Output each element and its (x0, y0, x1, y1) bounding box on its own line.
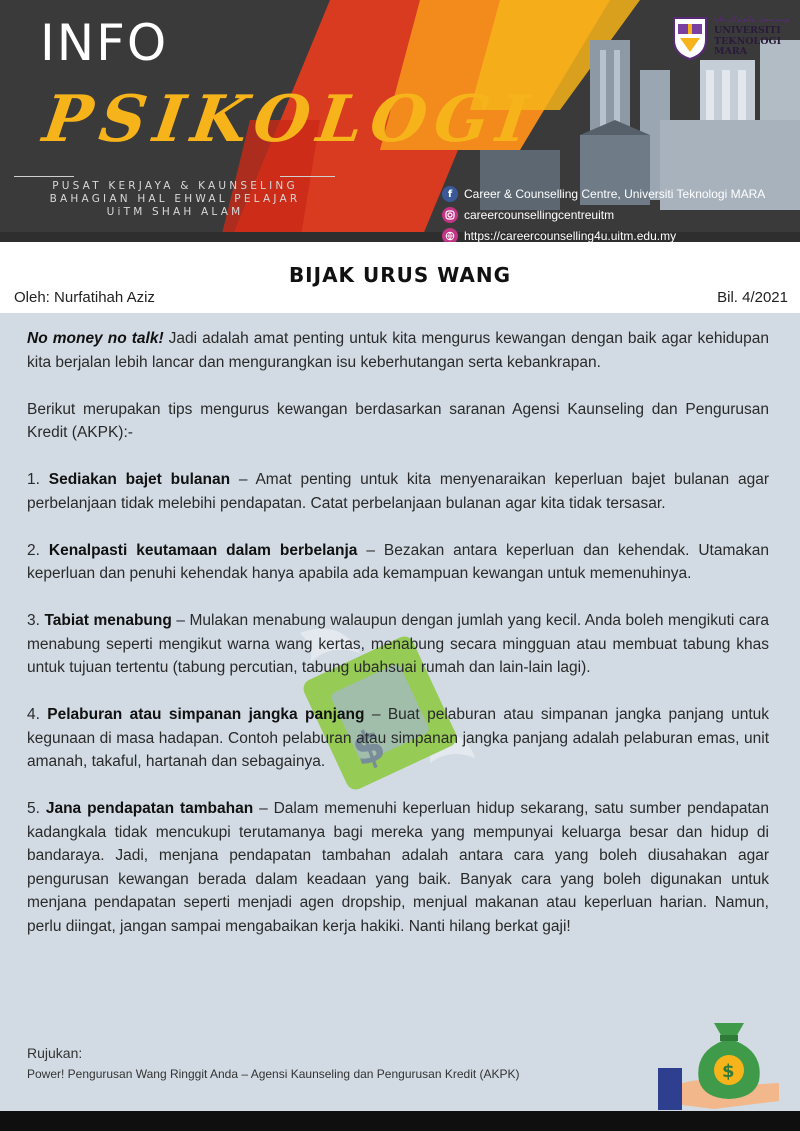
organisation-block (30, 180, 320, 219)
footer-bar (0, 1111, 800, 1131)
uitm-logo (670, 14, 790, 64)
svg-text:$: $ (722, 1061, 735, 1082)
divider (14, 176, 74, 177)
web-icon (442, 228, 458, 242)
tip-number: 5. (27, 800, 46, 817)
tip-text: – Mulakan menabung walaupun dengan jumlah yang kecil. Anda boleh mengikuti cara menabung seperti mengikut warna wang kertas, menabung secara mingguan atau membuat tabung khas untuk tujuan tertentu (tabung percutian, tabung ubahsuai rumah dan lain-lain lagi). (27, 612, 769, 676)
uitm-crest-icon (670, 14, 710, 60)
org-line: UiTM SHAH ALAM (106, 206, 244, 218)
org-line: BAHAGIAN HAL EHWAL PELAJAR (49, 193, 301, 205)
article-title: BIJAK URUS WANG (288, 263, 512, 287)
tip-text: – Bezakan antara keperluan dan kehendak. Utamakan keperluan dan penuhi kehendak hanya apabila ada kemampuan kewangan untuk memenuhinya. (27, 541, 769, 582)
references-text: Power! Pengurusan Wang Ringgit Anda – Agensi Kaunseling dan Pengurusan Kredit (AKPK) (27, 1067, 520, 1081)
intro-lead: No money no talk! (27, 330, 164, 347)
instagram-link[interactable] (442, 205, 765, 225)
lead-in-paragraph: Berikut merupakan tips mengurus kewangan berdasarkan saranan Agensi Kaunseling dan Pengurusan Kredit (AKPK):- (27, 400, 769, 441)
article-body (27, 327, 769, 962)
tip-heading: Kenalpasti keutamaan dalam berbelanja (48, 541, 358, 559)
tip-number: 4. (27, 706, 48, 723)
logo-jawi-text: ﯾﻮﻧﯿﺒﺮﺳﯿﺘﻲ ﺗﯿﻜﻨﻮﻟﻮﮔﻲ ﻣﺎرا (714, 15, 790, 23)
content-panel (0, 313, 800, 1111)
tip-number: 1. (27, 471, 49, 488)
org-line: PUSAT KERJAYA & KAUNSELING (52, 180, 298, 192)
social-links (442, 184, 765, 242)
tip-item (27, 468, 769, 515)
intro-text: Jadi adalah amat penting untuk kita mengurus kewangan dengan baik agar kehidupan kita berjalan lebih lancar dan mengurangkan isu keberhutangan serta kebankrapan. (27, 330, 769, 371)
tip-heading: Sediakan bajet bulanan (48, 471, 231, 488)
issue-number: Bil. 4/2021 (717, 289, 788, 306)
header-banner (0, 0, 800, 242)
intro-paragraph (27, 327, 769, 374)
tip-heading: Pelaburan atau simpanan jangka panjang (47, 706, 365, 723)
psikologi-title: PSIKOLOGI (38, 82, 541, 157)
logo-name-line: MARA (714, 46, 748, 57)
website-link[interactable] (442, 226, 765, 242)
tip-number: 2. (27, 541, 49, 559)
tip-text: – Buat pelaburan atau simpanan jangka panjang untuk kegunaan di masa hadapan. Contoh pelaburan atau simpanan jangka panjang adalah pelaburan emas, unit amanah, takaful, hartanah dan sebagainya. (27, 706, 769, 770)
tip-item (27, 609, 769, 680)
logo-name-line: UNIVERSITI (714, 25, 781, 36)
tip-text: – Amat penting untuk kita menyenaraikan keperluan bajet bulanan agar perbelanjaan tidak melebihi pendapatan. Catat perbelanjaan bulanan agar kita tidak tersasar. (27, 471, 769, 512)
facebook-link[interactable] (442, 184, 765, 204)
tip-item (27, 797, 769, 938)
divider (280, 176, 335, 177)
logo-name (714, 26, 781, 58)
tip-heading: Tabiat menabung (44, 612, 172, 629)
info-heading: INFO (40, 14, 169, 72)
facebook-icon: f (442, 186, 458, 202)
tip-heading: Jana pendapatan tambahan (45, 800, 254, 817)
tip-text: – Dalam memenuhi keperluan hidup sekarang, satu sumber pendapatan kadangkala tidak mencukupi terutamanya bagi mereka yang mempunyai keluarga besar dan hidup di bandaraya. Jadi, menjana pendapatan tambahan adalah antara cara yang boleh diusahakan agar pengurusan kewangan berada dalam keadaan yang baik. Banyak cara yang boleh digunakan untuk menjana pendapatan seperti menjadi agen dropship, menjual makanan atau keperluan harian. Namun, perlu diingat, jangan sampai mengabaikan kerja hakiki. Nanti hilang berkat gaji! (27, 800, 770, 935)
references-label: Rujukan: (27, 1045, 83, 1061)
tip-item (27, 539, 769, 586)
facebook-text[interactable]: Career & Counselling Centre, Universiti Teknologi MARA (464, 187, 766, 201)
money-bag-icon (654, 1013, 784, 1111)
instagram-text[interactable]: careercounsellingcentreuitm (464, 208, 615, 222)
website-text[interactable]: https://careercounselling4u.uitm.edu.my (464, 229, 677, 242)
instagram-icon (442, 207, 458, 223)
tip-item (27, 703, 769, 774)
author-byline: Oleh: Nurfatihah Aziz (14, 289, 155, 306)
logo-name-line: TEKNOLOGI (714, 35, 782, 47)
svg-text:$: $ (345, 718, 392, 778)
tip-number: 3. (27, 612, 45, 629)
